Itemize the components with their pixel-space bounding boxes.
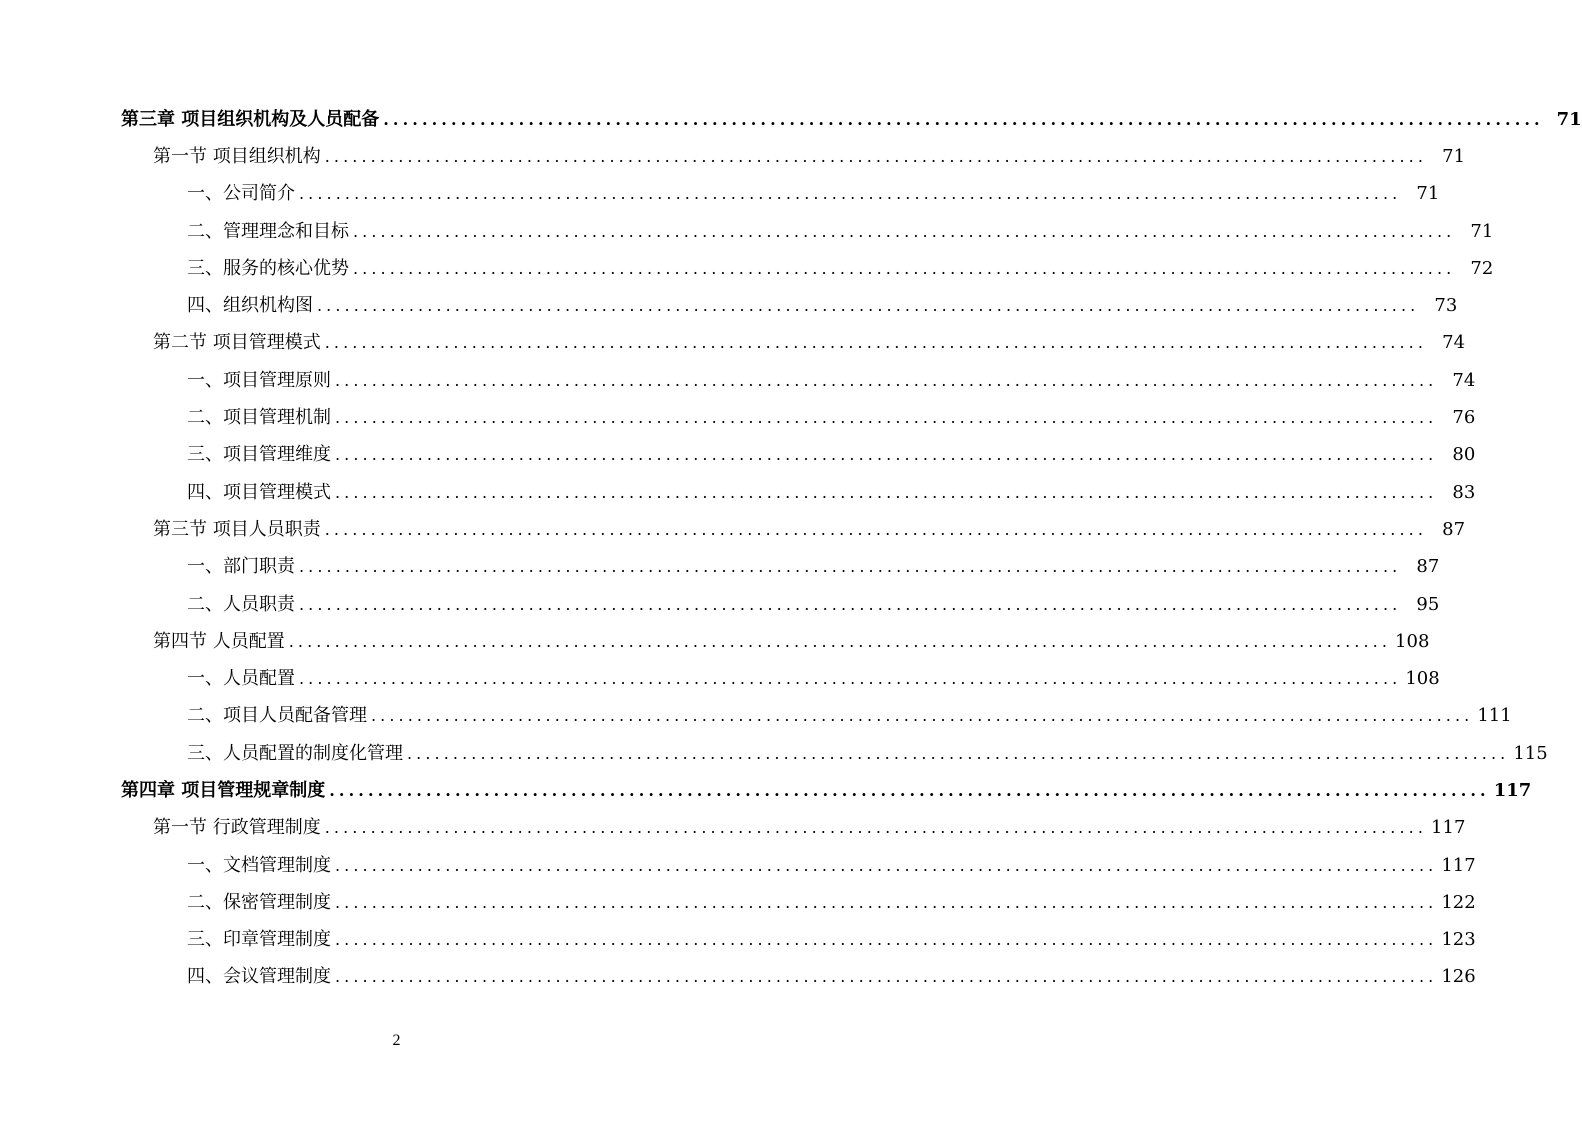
toc-entry-label: 四、项目管理模式 <box>187 481 335 505</box>
toc-entry-section[interactable] <box>0 511 1466 548</box>
toc-entry-item[interactable] <box>0 586 1440 623</box>
toc-entry-label: 第一节 行政管理制度 <box>153 816 325 840</box>
toc-entry-page-number: 108 <box>1405 668 1440 690</box>
toc-entry-page-number: 71 <box>1442 145 1466 167</box>
toc-entry-section[interactable] <box>0 325 1466 362</box>
toc-entry-page-number: 87 <box>1416 556 1440 578</box>
toc-entry-label: 一、公司简介 <box>187 182 299 206</box>
toc-entry-page-number: 73 <box>1434 295 1458 317</box>
toc-entry-label: 第二节 项目管理模式 <box>153 331 325 355</box>
toc-dot-leader: ........................................................................................................................ <box>353 221 1456 241</box>
toc-entry-page-number: 80 <box>1452 444 1476 466</box>
toc-entry-page-number: 117 <box>1441 854 1476 876</box>
toc-dot-leader: ........................................................................................................................ <box>299 557 1402 577</box>
toc-dot-leader: ........................................................................................................................ <box>335 930 1438 950</box>
toc-entry-chapter[interactable] <box>0 772 1532 809</box>
table-of-contents <box>0 101 1582 996</box>
toc-entry-label: 三、项目管理维度 <box>187 443 335 467</box>
toc-entry-label: 三、印章管理制度 <box>187 928 335 952</box>
toc-entry-page-number: 76 <box>1452 407 1476 429</box>
toc-entry-label: 第一节 项目组织机构 <box>153 145 325 169</box>
toc-entry-label: 二、保密管理制度 <box>187 891 335 915</box>
toc-entry-label: 三、服务的核心优势 <box>187 257 353 281</box>
toc-dot-leader: ........................................................................................................................ <box>353 258 1456 278</box>
toc-entry-page-number: 74 <box>1442 332 1466 354</box>
toc-entry-item[interactable] <box>0 959 1476 996</box>
toc-entry-label: 一、部门职责 <box>187 555 299 579</box>
toc-dot-leader: ........................................................................................................................ <box>299 669 1402 689</box>
toc-entry-page-number: 71 <box>1416 183 1440 205</box>
toc-dot-leader: ........................................................................................................................ <box>335 967 1438 987</box>
toc-entry-label: 一、文档管理制度 <box>187 854 335 878</box>
toc-entry-page-number: 71 <box>1556 108 1582 130</box>
toc-entry-section[interactable] <box>0 138 1466 175</box>
toc-entry-page-number: 122 <box>1441 891 1476 913</box>
toc-entry-label: 第三节 项目人员职责 <box>153 518 325 542</box>
toc-entry-label: 二、项目人员配备管理 <box>187 704 371 728</box>
toc-entry-chapter[interactable] <box>0 101 1582 138</box>
toc-entry-item[interactable] <box>0 362 1476 399</box>
toc-entry-label: 四、会议管理制度 <box>187 965 335 989</box>
toc-dot-leader: ........................................................................................................................ <box>335 445 1438 465</box>
toc-entry-page-number: 108 <box>1395 630 1430 652</box>
toc-dot-leader: ........................................................................................................................ <box>335 855 1438 875</box>
toc-dot-leader: ........................................................................................................................ <box>324 818 1428 838</box>
toc-dot-leader: ........................................................................................................................ <box>324 333 1428 353</box>
toc-entry-label: 二、项目管理机制 <box>187 406 335 430</box>
toc-entry-item[interactable] <box>0 884 1476 921</box>
toc-entry-page-number: 72 <box>1470 257 1494 279</box>
toc-dot-leader: ........................................................................................................................ <box>288 631 1392 651</box>
toc-dot-leader: ........................................................................................................................ <box>407 743 1510 763</box>
toc-entry-item[interactable] <box>0 698 1512 735</box>
toc-dot-leader: ........................................................................................................................ <box>299 184 1402 204</box>
toc-entry-page-number: 123 <box>1441 929 1476 951</box>
toc-entry-section[interactable] <box>0 810 1466 847</box>
toc-entry-item[interactable] <box>0 922 1476 959</box>
toc-dot-leader: ........................................................................................................................ <box>383 109 1544 129</box>
toc-entry-page-number: 117 <box>1493 779 1532 801</box>
toc-entry-label: 二、人员职责 <box>187 593 299 617</box>
toc-entry-page-number: 111 <box>1477 705 1512 727</box>
toc-entry-item[interactable] <box>0 847 1476 884</box>
toc-entry-page-number: 126 <box>1441 966 1476 988</box>
toc-entry-page-number: 74 <box>1452 369 1476 391</box>
toc-entry-label: 第三章 项目组织机构及人员配备 <box>121 108 383 132</box>
toc-dot-leader: ........................................................................................................................ <box>371 706 1474 726</box>
toc-entry-page-number: 117 <box>1431 817 1466 839</box>
toc-entry-label: 四、组织机构图 <box>187 294 317 318</box>
toc-entry-item[interactable] <box>0 735 1548 772</box>
toc-entry-item[interactable] <box>0 549 1440 586</box>
toc-dot-leader: ........................................................................................................................ <box>335 370 1438 390</box>
toc-entry-item[interactable] <box>0 213 1494 250</box>
toc-entry-label: 一、项目管理原则 <box>187 369 335 393</box>
toc-entry-page-number: 71 <box>1470 220 1494 242</box>
toc-entry-section[interactable] <box>0 623 1430 660</box>
toc-entry-item[interactable] <box>0 176 1440 213</box>
toc-entry-page-number: 87 <box>1442 518 1466 540</box>
toc-entry-label: 三、人员配置的制度化管理 <box>187 742 407 766</box>
toc-entry-item[interactable] <box>0 250 1494 287</box>
toc-entry-page-number: 95 <box>1416 593 1440 615</box>
toc-dot-leader: ........................................................................................................................ <box>317 296 1420 316</box>
toc-entry-item[interactable] <box>0 287 1458 324</box>
page-number: 2 <box>392 1032 401 1049</box>
toc-dot-leader: ........................................................................................................................ <box>324 146 1428 166</box>
toc-entry-label: 第四节 人员配置 <box>153 630 289 654</box>
toc-dot-leader: ........................................................................................................................ <box>324 519 1428 539</box>
toc-dot-leader: ........................................................................................................................ <box>299 594 1402 614</box>
toc-entry-label: 一、人员配置 <box>187 667 299 691</box>
toc-entry-item[interactable] <box>0 660 1440 697</box>
toc-dot-leader: ........................................................................................................................ <box>335 892 1438 912</box>
toc-entry-label: 二、管理理念和目标 <box>187 220 353 244</box>
toc-dot-leader: ........................................................................................................................ <box>335 408 1438 428</box>
toc-entry-item[interactable] <box>0 399 1476 436</box>
toc-dot-leader: ........................................................................................................................ <box>329 780 1490 800</box>
toc-entry-page-number: 83 <box>1452 481 1476 503</box>
toc-entry-label: 第四章 项目管理规章制度 <box>121 779 329 803</box>
toc-entry-item[interactable] <box>0 474 1476 511</box>
toc-entry-page-number: 115 <box>1513 742 1548 764</box>
toc-entry-item[interactable] <box>0 437 1476 474</box>
toc-dot-leader: ........................................................................................................................ <box>335 482 1438 502</box>
